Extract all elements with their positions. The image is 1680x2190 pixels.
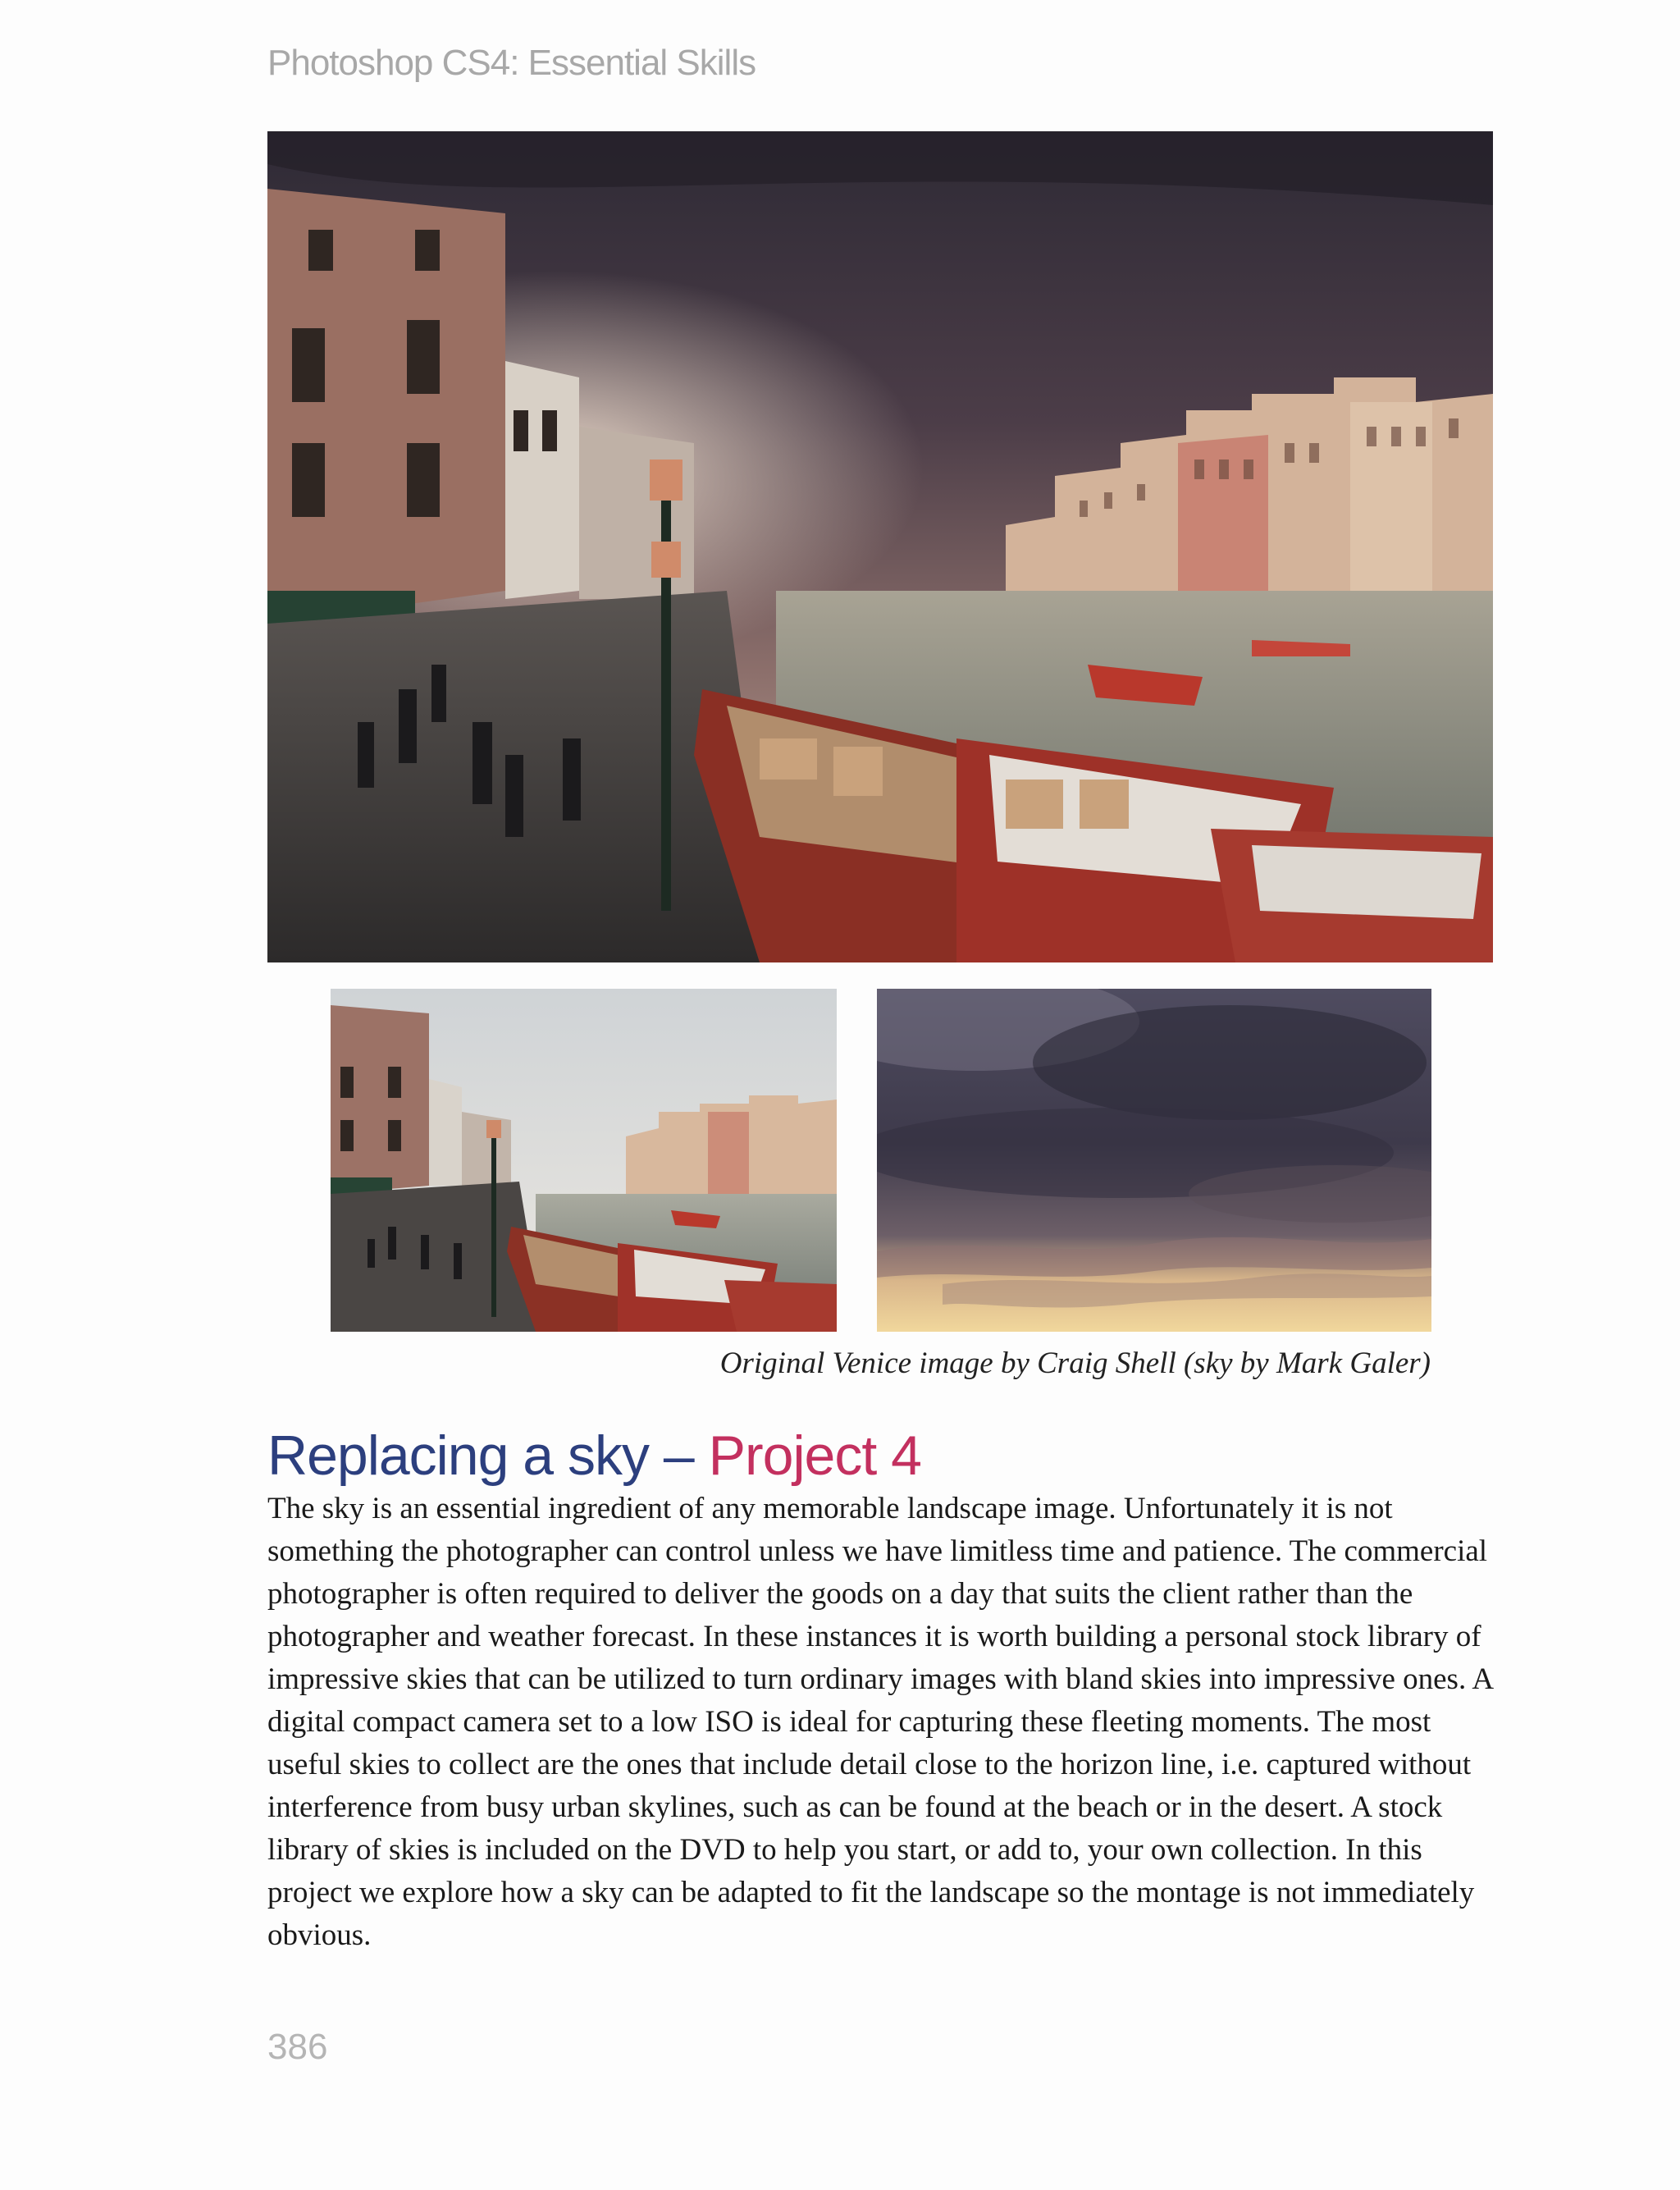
page-number: 386 bbox=[267, 2027, 328, 2067]
figure-caption: Original Venice image by Craig Shell (sky by Mark Galer) bbox=[719, 1346, 1431, 1380]
replacement-sky-photo bbox=[877, 989, 1431, 1332]
running-header: Photoshop CS4: Essential Skills bbox=[267, 43, 756, 83]
replacement-sky-image bbox=[877, 989, 1431, 1332]
original-venice-image bbox=[331, 989, 837, 1332]
main-venice-image bbox=[267, 131, 1493, 962]
original-venice-photo bbox=[331, 989, 837, 1332]
section-title-main: Replacing a sky – bbox=[267, 1424, 709, 1487]
section-title bbox=[267, 1424, 921, 1488]
body-paragraph: The sky is an essential ingredient of any memorable landscape image. Unfortunately it is not something the photographer can control unless we have limitless time and patience. The commercial photographer is often required to deliver the goods on a day that suits the client rather than the photographer and weather forecast. In these instances it is worth building a personal stock library of impressive skies that can be utilized to turn ordinary images with bland skies into impressive ones. A digital compact camera set to a low ISO is ideal for capturing these fleeting moments. The most useful skies to collect are the ones that include detail close to the horizon line, i.e. captured without interference from busy urban skylines, such as can be found at the beach or in the desert. A stock library of skies is included on the DVD to help you start, or add to, your own collection. In this project we explore how a sky can be adapted to fit the landscape so the montage is not immediately obvious. bbox=[267, 1492, 1493, 1952]
section-title-project: Project 4 bbox=[708, 1424, 921, 1487]
main-venice-photo bbox=[267, 131, 1493, 962]
